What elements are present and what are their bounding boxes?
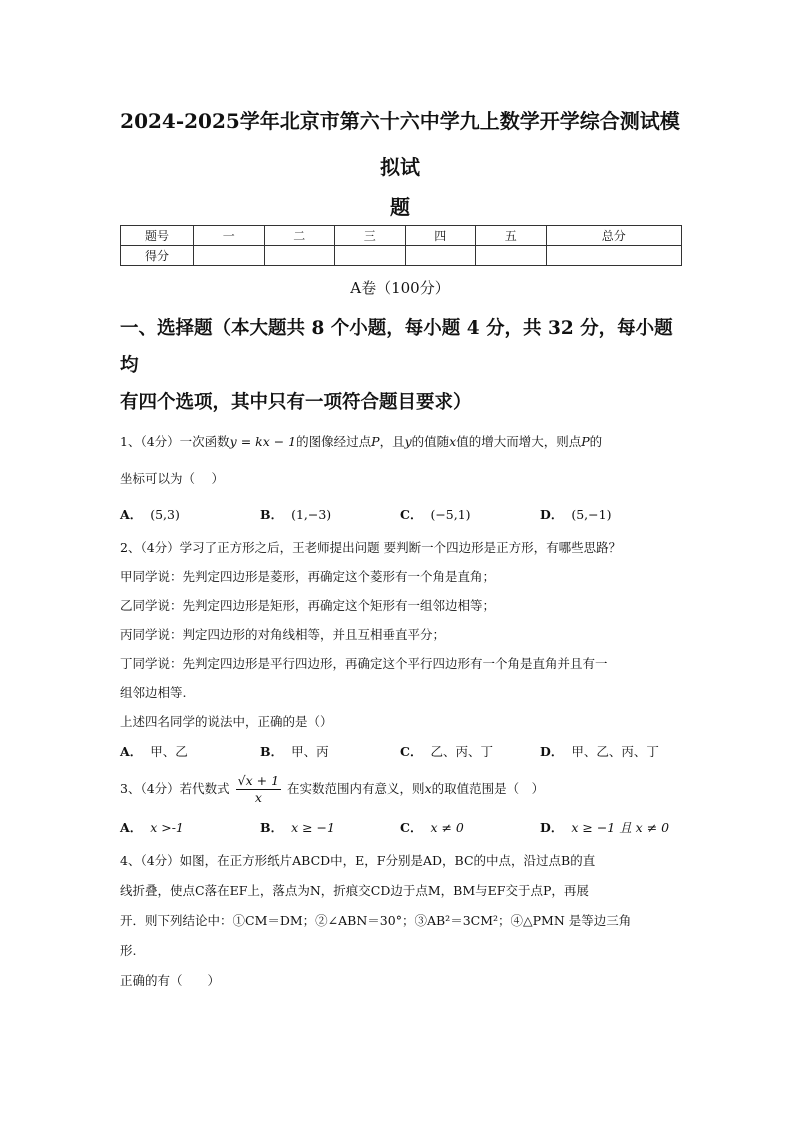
- option-text: 甲、丙: [291, 744, 329, 759]
- option-letter: B．: [260, 744, 284, 759]
- text: ，且: [379, 434, 405, 449]
- text: 1、（4分）一次函数: [120, 434, 230, 449]
- formula: y = kx − 1: [229, 434, 297, 449]
- question-text: 形.: [120, 943, 137, 958]
- option-text: x ≥ −1: [291, 820, 335, 835]
- option-c[interactable]: [400, 738, 540, 766]
- question-text: 组邻边相等.: [120, 685, 187, 700]
- table-cell: 总分: [546, 226, 682, 246]
- option-d[interactable]: [540, 738, 680, 766]
- question-text: 丁同学说：先判定四边形是平行四边形，再确定这个平行四边形有一个角是直角并且有一: [120, 656, 608, 671]
- question-text: 坐标可以为（ ）: [120, 471, 224, 486]
- option-a[interactable]: [120, 501, 260, 529]
- table-cell: 五: [476, 226, 547, 246]
- document-page: [120, 98, 680, 996]
- answer-options: [120, 814, 680, 842]
- score-input-cell[interactable]: [405, 246, 476, 266]
- option-text: x ≥ −1 且 x ≠ 0: [571, 820, 670, 835]
- variable: P: [371, 434, 380, 449]
- section-heading: [120, 310, 680, 421]
- score-input-cell[interactable]: [264, 246, 335, 266]
- question-text: 4、（4分）如图，在正方形纸片ABCD中，E，F分别是AD，BC的中点，沿过点B的直: [120, 853, 596, 868]
- question-text: 甲同学说：先判定四边形是菱形，再确定这个菱形有一个角是直角；: [120, 569, 496, 584]
- option-a[interactable]: [120, 738, 260, 766]
- question-text: [120, 427, 680, 456]
- question-text: 线折叠，使点C落在EF上，落点为N，折痕交CD边于点M，BM与EF交于点P，再展: [120, 883, 589, 898]
- option-letter: C．: [400, 820, 423, 835]
- fraction: [236, 773, 281, 806]
- option-letter: C．: [400, 744, 423, 759]
- score-table: [120, 225, 682, 266]
- section-heading-line: 有四个选项，其中只有一项符合题目要求）: [120, 392, 472, 413]
- question-text: 正确的有（ ）: [120, 973, 221, 988]
- option-b[interactable]: [260, 738, 400, 766]
- volume-heading: A卷（100分）: [350, 279, 450, 297]
- text: 的: [589, 434, 603, 449]
- text: 的取值范围是（ ）: [431, 781, 545, 796]
- option-letter: A．: [120, 507, 143, 522]
- question-text: 开．则下列结论中：①CM＝DM；②∠ABN＝30°；③AB²＝3CM²；④△PMN 是等边三角: [120, 913, 632, 928]
- page-title-continued: 题: [390, 195, 410, 219]
- option-d[interactable]: [540, 501, 680, 529]
- option-text: 甲、乙、丙、丁: [571, 744, 659, 759]
- score-input-cell[interactable]: [476, 246, 547, 266]
- answer-options: [120, 501, 680, 529]
- text: 值的增大而增大，则点: [456, 434, 582, 449]
- option-letter: B．: [260, 507, 284, 522]
- table-cell: 三: [335, 226, 406, 246]
- variable: x: [424, 781, 432, 796]
- text: 3、（4分）若代数式: [120, 781, 230, 796]
- option-text: x >-1: [150, 820, 184, 835]
- answer-options: [120, 738, 680, 766]
- option-text: x ≠ 0: [430, 820, 464, 835]
- option-letter: A．: [120, 744, 143, 759]
- table-cell: 一: [194, 226, 265, 246]
- variable: y: [404, 434, 412, 449]
- option-text: 乙、丙、丁: [430, 744, 493, 759]
- question-3: [120, 770, 680, 842]
- option-letter: C．: [400, 507, 423, 522]
- score-input-cell[interactable]: [546, 246, 682, 266]
- question-text: 上述四名同学的说法中，正确的是（）: [120, 714, 333, 729]
- score-input-cell[interactable]: [194, 246, 265, 266]
- table-cell: 得分: [121, 246, 194, 266]
- option-text: (5,3): [150, 507, 180, 522]
- option-letter: D．: [540, 507, 564, 522]
- score-table-header-row: [121, 226, 682, 246]
- option-b[interactable]: [260, 814, 400, 842]
- table-cell: 二: [264, 226, 335, 246]
- question-4: [120, 846, 680, 996]
- formula: √x + 1: [237, 773, 280, 788]
- text: 在实数范围内有意义，则: [287, 781, 425, 796]
- question-text: 2、（4分）学习了正方形之后，王老师提出问题 要判断一个四边形是正方形，有哪些思路？: [120, 540, 622, 555]
- table-cell: 题号: [121, 226, 194, 246]
- option-letter: D．: [540, 744, 564, 759]
- question-1: [120, 427, 680, 529]
- page-title: 2024-2025学年北京市第六十六中学九上数学开学综合测试模拟试: [120, 109, 680, 179]
- question-2: [120, 533, 680, 766]
- option-text: 甲、乙: [150, 744, 188, 759]
- score-input-cell[interactable]: [335, 246, 406, 266]
- variable: x: [449, 434, 457, 449]
- fraction-denominator: x: [254, 790, 262, 805]
- question-text: 乙同学说：先判定四边形是矩形，再确定这个矩形有一组邻边相等；: [120, 598, 496, 613]
- question-text: [120, 770, 680, 808]
- option-b[interactable]: [260, 501, 400, 529]
- text: 的图像经过点: [296, 434, 372, 449]
- variable: P: [581, 434, 590, 449]
- option-text: (1,−3): [291, 507, 332, 522]
- option-letter: A．: [120, 820, 143, 835]
- table-cell: 四: [405, 226, 476, 246]
- question-text: 丙同学说：判定四边形的对角线相等，并且互相垂直平分；: [120, 627, 446, 642]
- option-letter: D．: [540, 820, 564, 835]
- text: 的值随: [411, 434, 450, 449]
- fraction-numerator: [236, 773, 281, 790]
- option-text: (5,−1): [571, 507, 612, 522]
- option-c[interactable]: [400, 814, 540, 842]
- option-a[interactable]: [120, 814, 260, 842]
- option-c[interactable]: [400, 501, 540, 529]
- section-heading-line: 一、选择题（本大题共 8 个小题，每小题 4 分，共 32 分，每小题均: [120, 318, 673, 376]
- option-letter: B．: [260, 820, 284, 835]
- score-table-score-row: [121, 246, 682, 266]
- option-d[interactable]: [540, 814, 680, 842]
- option-text: (−5,1): [430, 507, 471, 522]
